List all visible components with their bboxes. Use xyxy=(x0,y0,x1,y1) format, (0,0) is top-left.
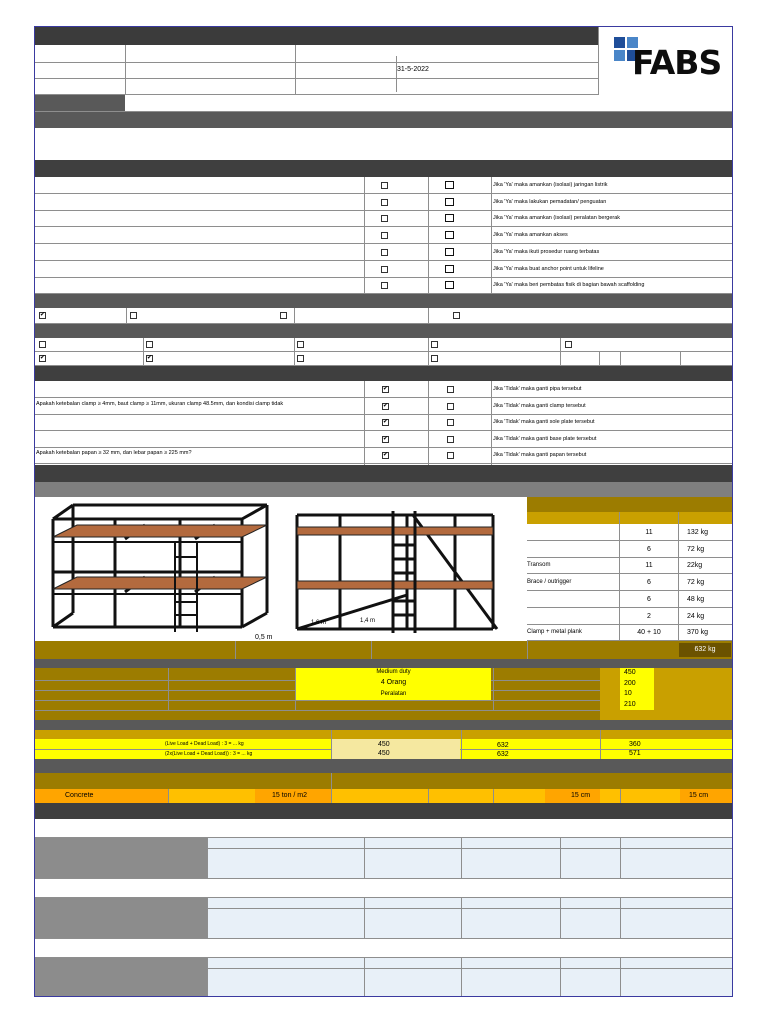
component-note: Jika 'Tidak' maka ganti sole plate tersebut xyxy=(493,419,595,426)
capacity-dead-1: 632 xyxy=(497,742,509,749)
hazard-yes-checkbox[interactable] xyxy=(381,266,388,273)
hazard-row xyxy=(35,261,733,278)
hazard-row xyxy=(35,177,733,194)
hazard-no-checkbox[interactable] xyxy=(445,248,454,256)
type-checkbox-7[interactable]: ✔ xyxy=(147,355,153,361)
weight-qty[interactable]: 11 xyxy=(645,562,653,570)
signature-block xyxy=(35,939,733,997)
signature-label xyxy=(35,838,207,879)
capacity-result-2: 571 xyxy=(629,750,641,757)
section-bar-description xyxy=(35,112,733,128)
weight-row xyxy=(527,608,733,625)
hazard-yes-checkbox[interactable] xyxy=(381,215,388,222)
signature-block xyxy=(35,879,733,939)
weight-value[interactable]: 132 kg xyxy=(687,529,709,536)
component-row xyxy=(35,431,733,448)
weight-row xyxy=(527,624,733,641)
section-bar-access xyxy=(35,294,733,308)
live-load-value[interactable]: 10 xyxy=(624,690,632,697)
signature-fields[interactable] xyxy=(207,838,733,879)
weight-value[interactable]: 24 kg xyxy=(687,612,705,620)
hazard-note: Jika 'Ya' maka amankan (isolasi) jaringan listrik xyxy=(493,182,608,188)
hazard-no-checkbox[interactable] xyxy=(445,214,454,222)
hazard-no-checkbox[interactable] xyxy=(445,198,454,206)
dimension-label-a: 0,5 m xyxy=(255,634,273,641)
weight-qty[interactable]: 2 xyxy=(647,612,651,620)
hazard-yes-checkbox[interactable] xyxy=(381,249,388,256)
hazard-yes-checkbox[interactable] xyxy=(381,199,388,206)
foundation-dim-1[interactable]: 15 cm xyxy=(571,792,591,799)
access-checkbox-3[interactable] xyxy=(280,312,287,319)
capacity-live-1: 450 xyxy=(378,741,390,748)
weight-value[interactable]: 370 kg xyxy=(687,629,709,637)
section-bar-foundation xyxy=(35,759,733,773)
section-bar-capacity xyxy=(35,720,733,730)
weight-item: Brace / outrigger xyxy=(527,579,572,586)
dimension-label-b: 1,6 m xyxy=(311,620,327,626)
component-yes-checkbox[interactable]: ✔ xyxy=(383,452,389,459)
dimension-label-c: 1,4 m xyxy=(360,618,376,624)
type-checkbox-6[interactable]: ✔ xyxy=(40,355,46,361)
hazard-note: Jika 'Ya' maka buat anchor point untuk lifeline xyxy=(493,265,604,272)
weight-header xyxy=(527,482,733,497)
weight-value[interactable]: 72 kg xyxy=(687,579,705,587)
weight-qty[interactable]: 6 xyxy=(647,545,651,553)
hazard-note: Jika 'Ya' maka amankan (isolasi) peralatan bergerak xyxy=(493,215,621,222)
component-yes-checkbox[interactable]: ✔ xyxy=(383,419,389,426)
component-no-checkbox[interactable] xyxy=(447,452,454,459)
hazard-row xyxy=(35,227,733,244)
weight-value[interactable]: 72 kg xyxy=(687,545,705,553)
signature-block xyxy=(35,819,733,879)
weight-row xyxy=(527,591,733,608)
hazard-note: Jika 'Ya' maka ikuti prosedur ruang terbatas xyxy=(493,248,600,255)
component-row xyxy=(35,414,733,431)
signature-fields[interactable] xyxy=(207,898,733,939)
component-checklist xyxy=(35,381,733,465)
component-question: Apakah ketebalan clamp ≥ 4mm, baut clamp ≥ 11mm, ukuran clamp 48.5mm, dan kondisi clamp tidak xyxy=(36,400,284,407)
component-no-checkbox[interactable] xyxy=(447,419,454,426)
type-checkbox-8[interactable] xyxy=(297,355,304,362)
weight-row xyxy=(527,541,733,558)
hazard-yes-checkbox[interactable] xyxy=(381,232,388,239)
hazard-note: Jika 'Ya' maka beri pembatas fisik di bagian bawah scaffolding xyxy=(493,282,645,289)
weight-table xyxy=(527,524,733,641)
hazard-no-checkbox[interactable] xyxy=(445,281,454,289)
hazard-no-checkbox[interactable] xyxy=(445,265,454,273)
hazard-row xyxy=(35,244,733,261)
section-bar-load-calculation xyxy=(35,465,733,482)
live-load-values xyxy=(600,668,733,720)
component-yes-checkbox[interactable]: ✔ xyxy=(383,386,389,392)
access-row xyxy=(35,308,733,324)
component-no-checkbox[interactable] xyxy=(447,403,454,410)
hazard-yes-checkbox[interactable] xyxy=(381,182,388,189)
access-checkbox-4[interactable] xyxy=(453,312,460,319)
section-bar-type xyxy=(35,324,733,338)
form-title-bar xyxy=(35,27,598,45)
live-load-value[interactable]: 210 xyxy=(624,700,636,708)
access-checkbox-1[interactable]: ✔ xyxy=(40,312,46,318)
logo-text: FABS xyxy=(632,43,722,82)
foundation-bearing[interactable]: 15 ton / m2 xyxy=(272,792,308,799)
weight-table-header xyxy=(527,497,733,512)
component-note: Jika 'Tidak' maka ganti clamp tersebut xyxy=(493,402,586,409)
weight-table-subheader xyxy=(527,512,733,524)
weight-value[interactable]: 48 kg xyxy=(687,595,705,603)
type-grid xyxy=(35,338,733,366)
description-area[interactable] xyxy=(35,128,733,159)
weight-item: Clamp + metal plank xyxy=(527,629,582,636)
hazard-checklist xyxy=(35,177,733,294)
hazard-note: Jika 'Ya' maka lakukan pemadatan/ penguatan xyxy=(493,198,607,205)
weight-total: 632 kg xyxy=(679,643,731,657)
weight-qty[interactable]: 11 xyxy=(645,529,653,536)
live-load-table xyxy=(35,668,600,720)
component-yes-checkbox[interactable]: ✔ xyxy=(383,435,389,442)
component-note: Jika 'Tidak' maka ganti pipa tersebut xyxy=(493,386,582,392)
section-bar-components xyxy=(35,366,733,381)
component-note: Jika 'Tidak' maka ganti papan tersebut xyxy=(493,452,587,459)
hazard-row xyxy=(35,277,733,294)
capacity-formula-2: (2x(Live Load + Dead Load)) : 3 = ... kg xyxy=(165,751,253,757)
weight-qty[interactable]: 40 + 10 xyxy=(637,629,661,637)
duty-class[interactable]: Medium duty xyxy=(296,668,491,678)
weight-row xyxy=(527,574,733,591)
inspection-date[interactable]: 31-5-2022 xyxy=(397,66,429,73)
type-checkbox-2[interactable] xyxy=(146,341,153,348)
component-yes-checkbox[interactable]: ✔ xyxy=(383,402,389,409)
weight-row xyxy=(527,524,733,541)
access-checkbox-2[interactable] xyxy=(130,312,137,319)
hazard-yes-checkbox[interactable] xyxy=(381,282,388,289)
component-row xyxy=(35,398,733,415)
component-no-checkbox[interactable] xyxy=(447,436,454,443)
label-block xyxy=(35,95,125,111)
hazard-note: Jika 'Ya' maka amankan akses xyxy=(493,232,568,239)
worker-count[interactable]: 4 Orang xyxy=(296,678,491,690)
weight-item: Transom xyxy=(527,562,551,569)
diagram-header xyxy=(35,482,527,497)
foundation-header xyxy=(35,773,733,789)
weight-total-row xyxy=(35,641,733,659)
hazard-no-checkbox[interactable] xyxy=(445,181,454,189)
section-bar-hazards xyxy=(35,160,733,177)
capacity-header xyxy=(35,730,733,739)
capacity-formula-1: (Live Load + Dead Load) : 3 = ... kg xyxy=(165,741,244,747)
signature-label xyxy=(35,898,207,939)
capacity-live-2: 450 xyxy=(378,750,390,757)
company-logo xyxy=(610,35,720,85)
equipment-label[interactable]: Peralatan xyxy=(296,690,491,700)
weight-row xyxy=(527,557,733,574)
weight-qty[interactable]: 6 xyxy=(647,595,651,603)
component-row xyxy=(35,447,733,464)
section-bar-approval xyxy=(35,803,733,819)
type-checkbox-5[interactable] xyxy=(565,341,572,348)
foundation-dim-2[interactable]: 15 cm xyxy=(689,792,709,799)
type-checkbox-3[interactable] xyxy=(297,341,304,348)
capacity-dead-2: 632 xyxy=(497,751,509,758)
type-checkbox-1[interactable] xyxy=(39,341,46,348)
inspection-form xyxy=(34,26,733,997)
signature-label xyxy=(35,958,207,997)
hazard-row xyxy=(35,210,733,227)
weight-qty[interactable]: 6 xyxy=(647,579,651,587)
signature-fields[interactable] xyxy=(207,958,733,997)
weight-value[interactable]: 22kg xyxy=(687,562,703,570)
header-grid xyxy=(35,45,598,95)
foundation-type[interactable]: Concrete xyxy=(65,792,94,799)
component-note: Jika 'Tidak' maka ganti base plate tersebut xyxy=(493,435,597,442)
type-checkbox-9[interactable] xyxy=(431,355,438,362)
scaffold-diagram xyxy=(35,497,527,637)
hazard-row xyxy=(35,194,733,211)
live-load-value[interactable]: 200 xyxy=(624,679,636,687)
component-no-checkbox[interactable] xyxy=(447,386,454,393)
section-bar-live-load xyxy=(35,659,733,668)
capacity-result-1: 360 xyxy=(629,741,641,748)
foundation-row xyxy=(35,789,733,803)
capacity-table xyxy=(35,739,733,759)
type-checkbox-4[interactable] xyxy=(431,341,438,348)
hazard-no-checkbox[interactable] xyxy=(445,231,454,239)
component-question: Apakah ketebalan papan ≥ 32 mm, dan lebar papan ≥ 225 mm? xyxy=(36,450,192,457)
component-row xyxy=(35,381,733,398)
live-load-value[interactable]: 450 xyxy=(624,669,636,676)
